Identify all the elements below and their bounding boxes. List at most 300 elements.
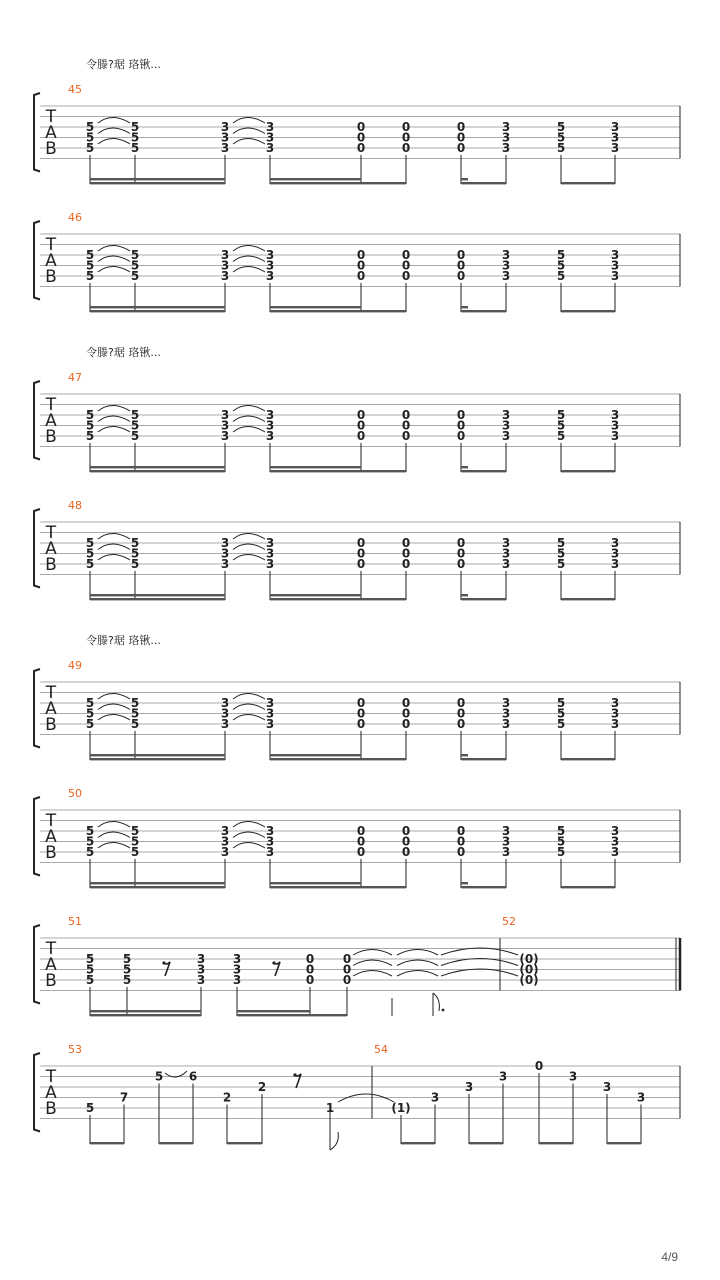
fret-number: 5 [556, 557, 566, 571]
fret-number: 5 [556, 546, 566, 561]
fret-number: 5 [85, 706, 95, 721]
measure-number: 46 [68, 211, 82, 224]
fret-number: 5 [130, 418, 140, 433]
tab-clef-letter: B [45, 971, 57, 991]
fret-number: 3 [220, 418, 230, 433]
beam [270, 466, 361, 468]
fret-number: (1) [391, 1101, 411, 1115]
beam [469, 1142, 503, 1144]
fret-number: 0 [401, 429, 411, 443]
fret-number: 0 [456, 429, 466, 443]
fret-number: 3 [220, 536, 230, 550]
fret-number: 3 [610, 696, 620, 710]
fret-number: 3 [232, 973, 242, 987]
fret-number: 5 [85, 418, 95, 433]
measure-number: 52 [502, 915, 516, 928]
fret-number: 3 [610, 130, 620, 145]
fret-number: 5 [130, 834, 140, 849]
section-label: 令滕?琚 珞锹... [86, 634, 161, 647]
tab-clef-letter: A [45, 699, 57, 719]
fret-number: 0 [456, 130, 466, 145]
fret-number: 3 [610, 834, 620, 849]
tie-arc [397, 971, 438, 977]
fret-number: 3 [220, 557, 230, 571]
fret-number: 5 [556, 824, 566, 838]
fret-number: 5 [85, 141, 95, 155]
fret-number: 0 [356, 248, 366, 262]
fret-number: 3 [220, 130, 230, 145]
fret-number: 1 [325, 1101, 335, 1115]
slur-arc [98, 843, 130, 849]
tie-arc [397, 950, 438, 956]
fret-number: 0 [356, 408, 366, 422]
fret-number: 3 [610, 845, 620, 859]
beam [461, 886, 506, 888]
fret-number: 5 [130, 141, 140, 155]
fret-number: 3 [610, 546, 620, 561]
beam [90, 178, 225, 180]
fret-number: 5 [130, 557, 140, 571]
fret-number: 3 [220, 717, 230, 731]
fret-number: 0 [356, 130, 366, 145]
fret-number: 0 [401, 824, 411, 838]
fret-number: 5 [154, 1069, 164, 1084]
slur-arc [98, 416, 130, 422]
measure-number: 53 [68, 1043, 82, 1056]
fret-number: 3 [501, 258, 511, 273]
fret-number: 0 [401, 130, 411, 145]
fret-number: 5 [556, 141, 566, 155]
fret-number: 0 [356, 557, 366, 571]
fret-number: 0 [401, 557, 411, 571]
fret-number: 3 [501, 429, 511, 443]
rest-dot [162, 961, 165, 964]
slur-arc [233, 139, 265, 145]
beam [561, 886, 615, 888]
fret-number: 3 [636, 1090, 646, 1105]
beam [90, 598, 225, 600]
fret-number: 3 [265, 130, 275, 145]
beam [607, 1142, 641, 1144]
fret-number: 0 [456, 248, 466, 262]
beam [361, 886, 406, 888]
fret-number: 3 [501, 706, 511, 721]
fret-number: 3 [265, 845, 275, 859]
fret-number: 5 [85, 824, 95, 838]
beam [461, 758, 506, 760]
slur-arc [98, 534, 130, 540]
fret-number: 3 [220, 546, 230, 561]
fret-number: 3 [610, 557, 620, 571]
beam [270, 598, 361, 600]
rest-dot [272, 961, 275, 964]
section-label: 令滕?琚 珞锹... [86, 346, 161, 359]
fret-number: 3 [610, 141, 620, 155]
beam [461, 182, 506, 184]
fret-number: 5 [130, 696, 140, 710]
beam [361, 470, 406, 472]
fret-number: 3 [220, 269, 230, 283]
fret-number: 5 [130, 248, 140, 262]
fret-number: 3 [265, 824, 275, 838]
fret-number: 0 [342, 952, 352, 966]
tab-clef-letter: B [45, 139, 57, 159]
fret-number: 0 [401, 696, 411, 710]
beam [361, 598, 406, 600]
fret-number: 3 [265, 269, 275, 283]
page-number: 4/9 [661, 1250, 678, 1264]
fret-number: 3 [568, 1069, 578, 1084]
system-bracket [34, 669, 40, 748]
fret-number: 5 [556, 429, 566, 443]
fret-number: 3 [220, 706, 230, 721]
beam [90, 1010, 201, 1012]
fret-number: 0 [456, 408, 466, 422]
fret-number: 0 [401, 408, 411, 422]
fret-number: 3 [220, 408, 230, 422]
tie-arc [441, 948, 518, 955]
fret-number: 3 [265, 141, 275, 155]
fret-number: 3 [265, 546, 275, 561]
fret-number: 0 [401, 536, 411, 550]
fret-number: 3 [610, 429, 620, 443]
slur-arc [98, 427, 130, 433]
beam [461, 598, 506, 600]
fret-number: 5 [85, 408, 95, 422]
fret-number: 0 [456, 845, 466, 859]
fret-number: 3 [232, 962, 242, 977]
beam [361, 758, 406, 760]
fret-number: (0) [519, 973, 539, 987]
beam [310, 1014, 347, 1016]
system-bracket [34, 797, 40, 876]
tab-clef-letter: T [45, 235, 57, 255]
fret-number: 2 [222, 1090, 232, 1105]
fret-number: 0 [356, 418, 366, 433]
fret-number: 5 [556, 130, 566, 145]
fret-number: 3 [430, 1090, 440, 1105]
fret-number: 0 [401, 141, 411, 155]
tie-arc [353, 960, 392, 966]
fret-number: 5 [85, 1101, 95, 1115]
measure-number: 54 [374, 1043, 388, 1056]
fret-number: 3 [220, 248, 230, 262]
tab-clef-letter: B [45, 555, 57, 575]
fret-number: 3 [610, 258, 620, 273]
tab-clef-letter: T [45, 523, 57, 543]
fret-number: 3 [501, 141, 511, 155]
fret-number: 5 [556, 717, 566, 731]
beam [159, 1142, 193, 1144]
beam-stub [461, 882, 468, 884]
staff-system-5 [34, 633, 680, 760]
fret-number: 0 [456, 706, 466, 721]
beam [561, 758, 615, 760]
beam [561, 598, 615, 600]
fret-number: 3 [464, 1080, 474, 1094]
fret-number: 3 [501, 536, 511, 550]
fret-number: 3 [501, 824, 511, 838]
measure-number: 47 [68, 371, 82, 384]
fret-number: 0 [456, 120, 466, 134]
slur-arc [98, 822, 130, 828]
beam [270, 758, 361, 760]
fret-number: 0 [401, 546, 411, 561]
fret-number: 3 [196, 952, 206, 966]
beam [237, 1014, 310, 1016]
fret-number: 3 [196, 973, 206, 987]
fret-number: 5 [85, 696, 95, 710]
measure-number: 51 [68, 915, 82, 928]
fret-number: 3 [220, 120, 230, 134]
fret-number: 3 [265, 717, 275, 731]
fret-number: 3 [501, 717, 511, 731]
slur-arc [98, 267, 130, 273]
beam [361, 310, 406, 312]
dot [442, 1009, 445, 1012]
fret-number: 5 [122, 962, 132, 977]
fret-number: 3 [232, 952, 242, 966]
tab-clef-letter: B [45, 715, 57, 735]
tab-clef-letter: A [45, 411, 57, 431]
fret-number: 3 [501, 120, 511, 134]
fret-number: 0 [356, 429, 366, 443]
fret-number: 0 [356, 845, 366, 859]
beam [237, 1010, 310, 1012]
staff-system-8 [34, 1043, 680, 1150]
slur-arc [98, 544, 130, 550]
beam [270, 754, 361, 756]
fret-number: 3 [265, 408, 275, 422]
tab-clef-letter: B [45, 843, 57, 863]
fret-number: 3 [265, 834, 275, 849]
fret-number: 5 [85, 429, 95, 443]
staff-system-6 [34, 787, 680, 888]
fret-number: 3 [265, 418, 275, 433]
beam-stub [461, 178, 468, 180]
system-bracket [34, 1053, 40, 1132]
system-bracket [34, 221, 40, 300]
tab-clef-letter: T [45, 939, 57, 959]
fret-number: (0) [519, 962, 539, 977]
slur-arc [98, 118, 130, 124]
fret-number: 0 [456, 546, 466, 561]
fret-number: 0 [401, 717, 411, 731]
fret-number: 3 [610, 248, 620, 262]
fret-number: 0 [342, 973, 352, 987]
fret-number: 0 [356, 269, 366, 283]
beam [90, 1014, 201, 1016]
fret-number: 0 [401, 845, 411, 859]
fret-number: 3 [220, 834, 230, 849]
slur-arc [233, 555, 265, 561]
beam [90, 594, 225, 596]
fret-number: 5 [85, 557, 95, 571]
tab-clef-letter: A [45, 827, 57, 847]
rest-dot [293, 1073, 296, 1076]
slur-arc [233, 427, 265, 433]
beam [461, 470, 506, 472]
tab-clef-letter: A [45, 955, 57, 975]
fret-number: 5 [85, 962, 95, 977]
slur-arc [233, 544, 265, 550]
beam [270, 886, 361, 888]
tab-clef-letter: B [45, 1099, 57, 1119]
system-bracket [34, 381, 40, 460]
beam [90, 466, 225, 468]
beam [227, 1142, 262, 1144]
slur-arc [98, 128, 130, 134]
fret-number: 0 [456, 418, 466, 433]
fret-number: 0 [456, 824, 466, 838]
fret-number: 0 [456, 696, 466, 710]
fret-number: 0 [356, 706, 366, 721]
slur-arc [98, 832, 130, 838]
beam [90, 470, 225, 472]
beam [270, 310, 361, 312]
fret-number: 5 [85, 536, 95, 550]
slur-arc [233, 128, 265, 134]
beam [90, 310, 225, 312]
fret-number: 5 [130, 717, 140, 731]
beam [561, 470, 615, 472]
fret-number: 0 [356, 258, 366, 273]
slur-arc [233, 246, 265, 252]
fret-number: 0 [456, 258, 466, 273]
beam [270, 470, 361, 472]
staff-system-3 [34, 345, 680, 472]
beam [270, 182, 361, 184]
fret-number: 5 [556, 536, 566, 550]
staff-system-2 [34, 211, 680, 312]
tab-clef-letter: T [45, 1067, 57, 1087]
fret-number: 5 [85, 717, 95, 731]
fret-number: 5 [130, 706, 140, 721]
fret-number: 0 [342, 962, 352, 977]
tie-arc [353, 950, 392, 956]
fret-number: (0) [519, 952, 539, 966]
fret-number: 5 [556, 845, 566, 859]
fret-number: 5 [85, 248, 95, 262]
fret-number: 5 [556, 120, 566, 134]
fret-number: 0 [401, 269, 411, 283]
fret-number: 5 [130, 429, 140, 443]
fret-number: 0 [456, 834, 466, 849]
fret-number: 3 [501, 408, 511, 422]
fret-number: 3 [501, 834, 511, 849]
slur-arc [98, 694, 130, 700]
fret-number: 3 [610, 418, 620, 433]
staff-system-4 [34, 499, 680, 600]
fret-number: 3 [501, 418, 511, 433]
tie-arc [353, 971, 392, 977]
fret-number: 5 [130, 120, 140, 134]
beam-stub [461, 594, 468, 596]
fret-number: 3 [220, 429, 230, 443]
slur-arc [233, 406, 265, 412]
fret-number: 5 [122, 952, 132, 966]
fret-number: 5 [130, 258, 140, 273]
fret-number: 0 [456, 141, 466, 155]
fret-number: 2 [257, 1080, 267, 1094]
staff-system-1 [34, 57, 680, 184]
beam [270, 178, 361, 180]
fret-number: 3 [501, 696, 511, 710]
fret-number: 5 [85, 258, 95, 273]
fret-number: 0 [456, 557, 466, 571]
fret-number: 3 [501, 130, 511, 145]
slur-arc [98, 246, 130, 252]
fret-number: 5 [130, 824, 140, 838]
tab-clef-letter: B [45, 427, 57, 447]
fret-number: 3 [265, 696, 275, 710]
beam [539, 1142, 573, 1144]
fret-number: 3 [220, 258, 230, 273]
beam [401, 1142, 435, 1144]
fret-number: 0 [356, 120, 366, 134]
tie-arc [397, 960, 438, 966]
fret-number: 3 [501, 269, 511, 283]
measure-number: 50 [68, 787, 82, 800]
fret-number: 3 [265, 248, 275, 262]
slur-arc [233, 822, 265, 828]
fret-number: 3 [265, 429, 275, 443]
fret-number: 5 [556, 248, 566, 262]
fret-number: 3 [498, 1069, 508, 1084]
beam [361, 182, 406, 184]
tab-clef-letter: T [45, 395, 57, 415]
fret-number: 3 [220, 696, 230, 710]
section-label: 令滕?琚 珞锹... [86, 58, 161, 71]
slur-arc [98, 139, 130, 145]
tab-clef-letter: A [45, 1083, 57, 1103]
fret-number: 5 [556, 696, 566, 710]
fret-number: 0 [401, 120, 411, 134]
tab-clef-letter: T [45, 107, 57, 127]
tie-arc [441, 969, 518, 976]
slur-arc [98, 256, 130, 262]
fret-number: 3 [220, 845, 230, 859]
fret-number: 3 [501, 248, 511, 262]
note-flag [330, 1132, 338, 1150]
slur-arc [98, 406, 130, 412]
tab-clef-letter: B [45, 267, 57, 287]
fret-number: 5 [556, 834, 566, 849]
fret-number: 0 [456, 717, 466, 731]
system-bracket [34, 925, 40, 1004]
system-bracket [34, 93, 40, 172]
fret-number: 0 [356, 546, 366, 561]
measure-number: 45 [68, 83, 82, 96]
fret-number: 5 [556, 408, 566, 422]
beam [270, 882, 361, 884]
fret-number: 3 [610, 408, 620, 422]
fret-number: 5 [556, 418, 566, 433]
measure-number: 49 [68, 659, 82, 672]
slur-arc [233, 704, 265, 710]
slur-arc [233, 267, 265, 273]
fret-number: 0 [356, 536, 366, 550]
fret-number: 5 [85, 834, 95, 849]
slur-arc [233, 534, 265, 540]
fret-number: 0 [401, 418, 411, 433]
beam [561, 310, 615, 312]
beam-stub [461, 306, 468, 308]
note-flag [433, 993, 439, 1011]
fret-number: 3 [501, 845, 511, 859]
fret-number: 3 [220, 141, 230, 155]
fret-number: 5 [85, 269, 95, 283]
